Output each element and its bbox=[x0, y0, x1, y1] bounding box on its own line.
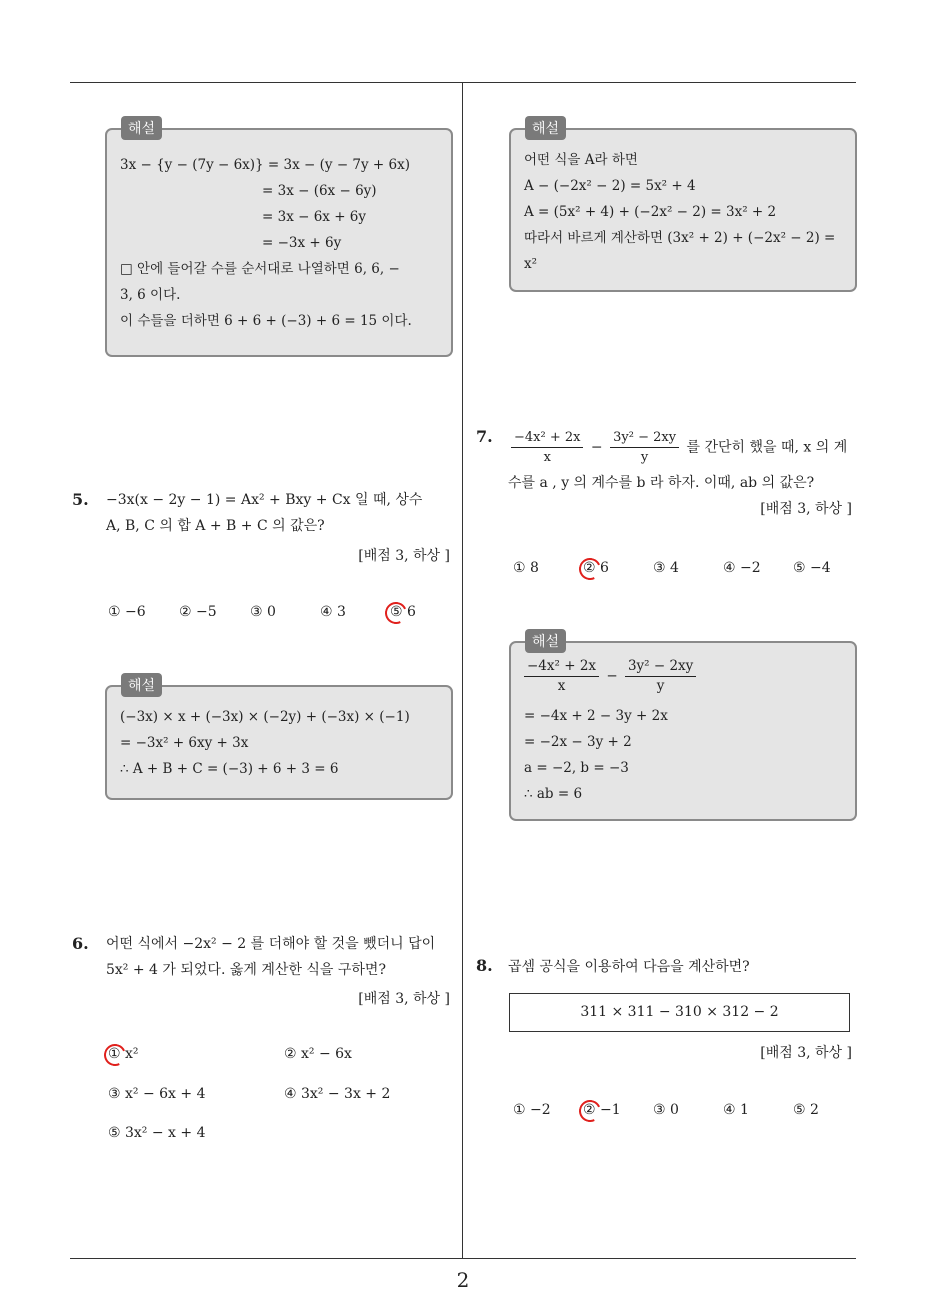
question-text bbox=[106, 487, 456, 539]
solution-box-q7 bbox=[509, 634, 857, 821]
option-4[interactable]: ④ −2 bbox=[723, 560, 761, 576]
solution-tag: 해설 bbox=[525, 629, 566, 653]
solution-line: = −4x + 2 − 3y + 2x bbox=[524, 708, 668, 724]
question-number: 7. bbox=[476, 427, 493, 446]
option-3[interactable]: ③ x² − 6x + 4 bbox=[108, 1086, 206, 1102]
score-label: [배점 3, 하상 ] bbox=[760, 501, 852, 517]
option-4[interactable]: ④ 3 bbox=[320, 604, 346, 620]
solution-line: = 3x − (6x − 6y) bbox=[262, 183, 377, 199]
option-4[interactable]: ④ 3x² − 3x + 2 bbox=[284, 1086, 391, 1102]
solution-box-q5 bbox=[105, 678, 453, 800]
question-line: 5x² + 4 가 되었다. 옳게 계산한 식을 구하면? bbox=[106, 962, 386, 978]
question-number: 5. bbox=[72, 490, 89, 509]
fraction: $\frac{\text{−4x² + 2x}}{x}$ bbox=[524, 657, 599, 696]
option-5[interactable]: ⑤ 6 bbox=[390, 604, 416, 620]
fraction: $\frac{\text{3y² − 2xy}}{y}$ bbox=[610, 428, 679, 467]
question-line: −3x(x − 2y − 1) = Ax² + Bxy + Cx 일 때, 상수 bbox=[106, 492, 423, 508]
option-1[interactable]: ① 8 bbox=[513, 560, 539, 576]
solution-line: ∴ A + B + C = (−3) + 6 + 3 = 6 bbox=[120, 761, 339, 777]
option-2[interactable]: ② −5 bbox=[179, 604, 217, 620]
bottom-rule bbox=[70, 1258, 856, 1259]
solution-line: 3, 6 이다. bbox=[120, 287, 181, 303]
option-1[interactable]: ① −2 bbox=[513, 1102, 551, 1118]
options-q7 bbox=[513, 560, 853, 582]
solution-line: 따라서 바르게 계산하면 (3x² + 2) + (−2x² − 2) = bbox=[524, 230, 836, 246]
minus-sign: − bbox=[606, 668, 618, 684]
solution-line: = −2x − 3y + 2 bbox=[524, 734, 632, 750]
fraction: $\frac{\text{−4x² + 2x}}{x}$ bbox=[511, 428, 583, 467]
fraction: $\frac{\text{3y² − 2xy}}{y}$ bbox=[625, 657, 696, 696]
question-line: 를 간단히 했을 때, x 의 계 bbox=[686, 439, 848, 456]
score-label: [배점 3, 하상 ] bbox=[760, 1045, 852, 1061]
option-3[interactable]: ③ 0 bbox=[250, 604, 276, 620]
solution-line: 어떤 식을 A라 하면 bbox=[524, 152, 638, 168]
question-line: 수를 a , y 의 계수를 b 라 하자. 이때, ab 의 값은? bbox=[508, 475, 815, 491]
column-divider bbox=[462, 83, 463, 1258]
minus-sign: − bbox=[590, 439, 603, 456]
option-5[interactable]: ⑤ −4 bbox=[793, 560, 831, 576]
option-5[interactable]: ⑤ 3x² − x + 4 bbox=[108, 1125, 206, 1141]
option-3[interactable]: ③ 0 bbox=[653, 1102, 679, 1118]
page-number: 2 bbox=[456, 1268, 470, 1292]
solution-line: A − (−2x² − 2) = 5x² + 4 bbox=[524, 178, 696, 194]
solution-line: = −3x + 6y bbox=[262, 235, 342, 251]
option-5[interactable]: ⑤ 2 bbox=[793, 1102, 819, 1118]
options-q5 bbox=[108, 604, 448, 626]
option-1[interactable]: ① x² bbox=[108, 1046, 139, 1062]
option-3[interactable]: ③ 4 bbox=[653, 560, 679, 576]
expression-box: 311 × 311 − 310 × 312 − 2 bbox=[509, 993, 850, 1032]
options-q6 bbox=[108, 1046, 448, 1146]
options-q8 bbox=[513, 1102, 853, 1124]
solution-line: ∴ ab = 6 bbox=[524, 786, 583, 802]
solution-line: = 3x − 6x + 6y bbox=[262, 209, 367, 225]
solution-line: x² bbox=[524, 256, 538, 272]
question-number: 6. bbox=[72, 934, 89, 953]
question-line: 어떤 식에서 −2x² − 2 를 더해야 할 것을 뺐더니 답이 bbox=[106, 936, 436, 952]
solution-line: □ 안에 들어갈 수를 순서대로 나열하면 6, 6, − bbox=[120, 261, 400, 277]
score-label: [배점 3, 하상 ] bbox=[358, 548, 450, 564]
solution-box-q6 bbox=[509, 121, 857, 292]
solution-line: a = −2, b = −3 bbox=[524, 760, 629, 776]
solution-line: = −3x² + 6xy + 3x bbox=[120, 735, 249, 751]
question-text: 곱셈 공식을 이용하여 다음을 계산하면? bbox=[508, 959, 750, 975]
question-number: 8. bbox=[476, 956, 493, 975]
option-2[interactable]: ② 6 bbox=[583, 560, 609, 576]
question-line: A, B, C 의 합 A + B + C 의 값은? bbox=[106, 518, 325, 534]
option-2[interactable]: ② −1 bbox=[583, 1102, 621, 1118]
solution-line: 3x − {y − (7y − 6x)} = 3x − (y − 7y + 6x) bbox=[120, 157, 410, 173]
score-label: [배점 3, 하상 ] bbox=[358, 991, 450, 1007]
option-2[interactable]: ② x² − 6x bbox=[284, 1046, 352, 1062]
solution-line: A = (5x² + 4) + (−2x² − 2) = 3x² + 2 bbox=[524, 204, 777, 220]
question-text bbox=[508, 428, 858, 496]
option-4[interactable]: ④ 1 bbox=[723, 1102, 749, 1118]
solution-box-q4 bbox=[105, 121, 453, 357]
solution-tag: 해설 bbox=[121, 116, 162, 140]
solution-tag: 해설 bbox=[525, 116, 566, 140]
top-rule bbox=[70, 82, 856, 83]
question-text bbox=[106, 931, 456, 983]
solution-line: (−3x) × x + (−3x) × (−2y) + (−3x) × (−1) bbox=[120, 709, 410, 725]
solution-tag: 해설 bbox=[121, 673, 162, 697]
solution-line: 이 수들을 더하면 6 + 6 + (−3) + 6 = 15 이다. bbox=[120, 313, 412, 329]
option-1[interactable]: ① −6 bbox=[108, 604, 146, 620]
